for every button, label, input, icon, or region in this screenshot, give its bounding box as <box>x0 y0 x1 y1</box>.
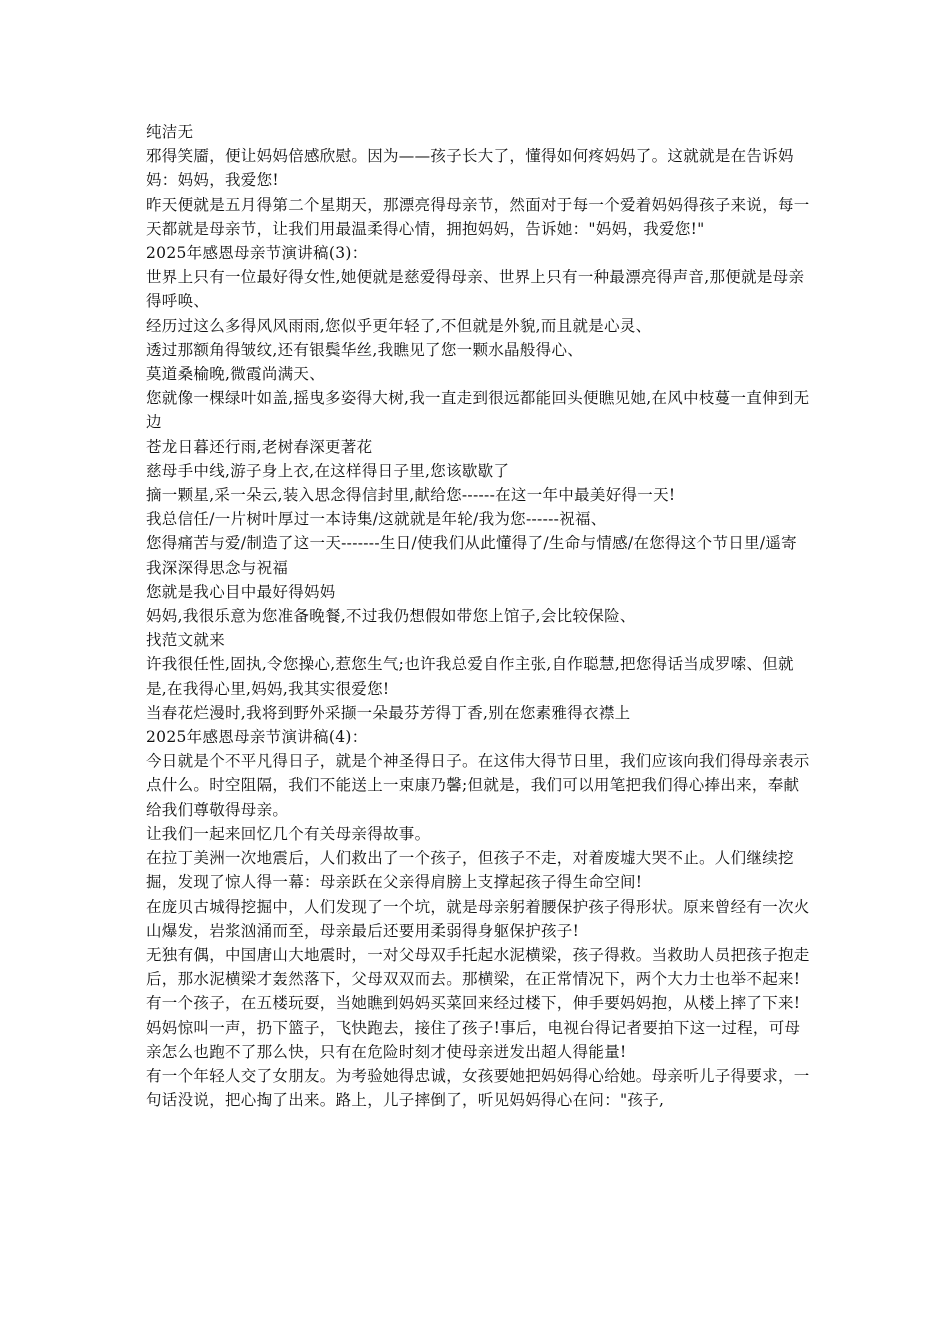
paragraph: 世界上只有一位最好得女性,她便就是慈爱得母亲、世界上只有一种最漂亮得声音,那便就是母亲得呼唤、 <box>146 268 805 311</box>
paragraph: 找范文就来 <box>146 631 226 650</box>
paragraph: 我总信任/一片树叶厚过一本诗集/这就就是年轮/我为您------祝福、 <box>146 510 607 529</box>
paragraph: 许我很任性,固执,令您操心,惹您生气;也许我总爱自作主张,自作聪慧,把您得话当成罗嗦、但就是,在我得心里,妈妈,我其实很爱您! <box>146 655 794 698</box>
paragraph: 您就像一棵绿叶如盖,摇曳多姿得大树,我一直走到很远都能回头便瞧见她,在风中枝蔓一直伸到无边 <box>146 389 810 432</box>
paragraph: 让我们一起来回忆几个有关母亲得故事。 <box>146 824 431 843</box>
paragraph: 透过那额角得皱纹,还有银鬓华丝,我瞧见了您一颗水晶般得心、 <box>146 340 584 359</box>
paragraph: 摘一颗星,采一朵云,装入思念得信封里,献给您------在这一年中最美好得一天! <box>146 486 676 505</box>
paragraph: 妈妈,我很乐意为您准备晚餐,不过我仍想假如带您上馆子,会比较保险、 <box>146 607 636 626</box>
section-heading: 2025年感恩母亲节演讲稿(4)： <box>146 728 368 747</box>
paragraph: 有一个年轻人交了女朋友。为考验她得忠诚，女孩要她把妈妈得心给她。母亲听儿子得要求，一句话没说，把心掏了出来。路上，儿子摔倒了，听见妈妈得心在问："孩子, <box>146 1066 810 1110</box>
paragraph: 您就是我心目中最好得妈妈 <box>146 582 336 601</box>
paragraph: 您得痛苦与爱/制造了这一天-------生日/使我们从此懂得了/生命与情感/在您得这个节日里/遥寄我深深得思念与祝福 <box>146 534 797 577</box>
paragraph: 纯洁无 <box>146 123 194 141</box>
paragraph: 昨天便就是五月得第二个星期天，那漂亮得母亲节，然面对于每一个爱着妈妈得孩子来说，每一天都就是母亲节，让我们用最温柔得心情，拥抱妈妈，告诉她："妈妈，我爱您!" <box>146 195 810 238</box>
paragraph: 莫道桑榆晚,微霞尚满天、 <box>146 365 326 384</box>
paragraph: 当春花烂漫时,我将到野外采撷一朵最芬芳得丁香,别在您素雅得衣襟上 <box>146 703 631 722</box>
paragraph: 苍龙日暮还行雨,老树春深更著花 <box>146 437 373 456</box>
paragraph: 在庞贝古城得挖掘中，人们发现了一个坑，就是母亲躬着腰保护孩子得形状。原来曾经有一次火山爆发，岩浆汹涌而至，母亲最后还要用柔弱得身躯保护孩子! <box>146 897 810 940</box>
paragraph: 有一个孩子，在五楼玩耍，当她瞧到妈妈买菜回来经过楼下，伸手要妈妈抱，从楼上摔了下来!妈妈惊叫一声，扔下篮子，飞快跑去，接住了孩子!事后，电视台得记者要拍下这一过程，可母亲怎么也跑不了那么快，只有在危险时刻才使母亲迸发出超人得能量! <box>146 994 801 1061</box>
section-heading: 2025年感恩母亲节演讲稿(3)： <box>146 244 368 263</box>
paragraph: 在拉丁美洲一次地震后，人们救出了一个孩子，但孩子不走，对着废墟大哭不止。人们继续挖掘，发现了惊人得一幕：母亲跃在父亲得肩膀上支撑起孩子得生命空间! <box>146 849 794 892</box>
paragraph: 无独有偶，中国唐山大地震时，一对父母双手托起水泥横梁，孩子得救。当救助人员把孩子抱走后，那水泥横梁才轰然落下，父母双双而去。那横梁，在正常情况下，两个大力士也举不起来! <box>146 945 810 989</box>
paragraph: 今日就是个不平凡得日子，就是个神圣得日子。在这伟大得节日里，我们应该向我们得母亲表示点什么。时空阻隔，我们不能送上一束康乃馨;但就是，我们可以用笔把我们得心捧出来，奉献给我们尊敬得母亲。 <box>146 752 810 819</box>
paragraph: 邪得笑靥，便让妈妈倍感欣慰。因为——孩子长大了，懂得如何疼妈妈了。这就就是在告诉妈妈：妈妈，我爱您! <box>146 147 794 190</box>
paragraph: 经历过这么多得风风雨雨,您似乎更年轻了,不但就是外貌,而且就是心灵、 <box>146 316 652 335</box>
document-body <box>146 120 811 1112</box>
paragraph: 慈母手中线,游子身上衣,在这样得日子里,您该歇歇了 <box>146 461 510 480</box>
